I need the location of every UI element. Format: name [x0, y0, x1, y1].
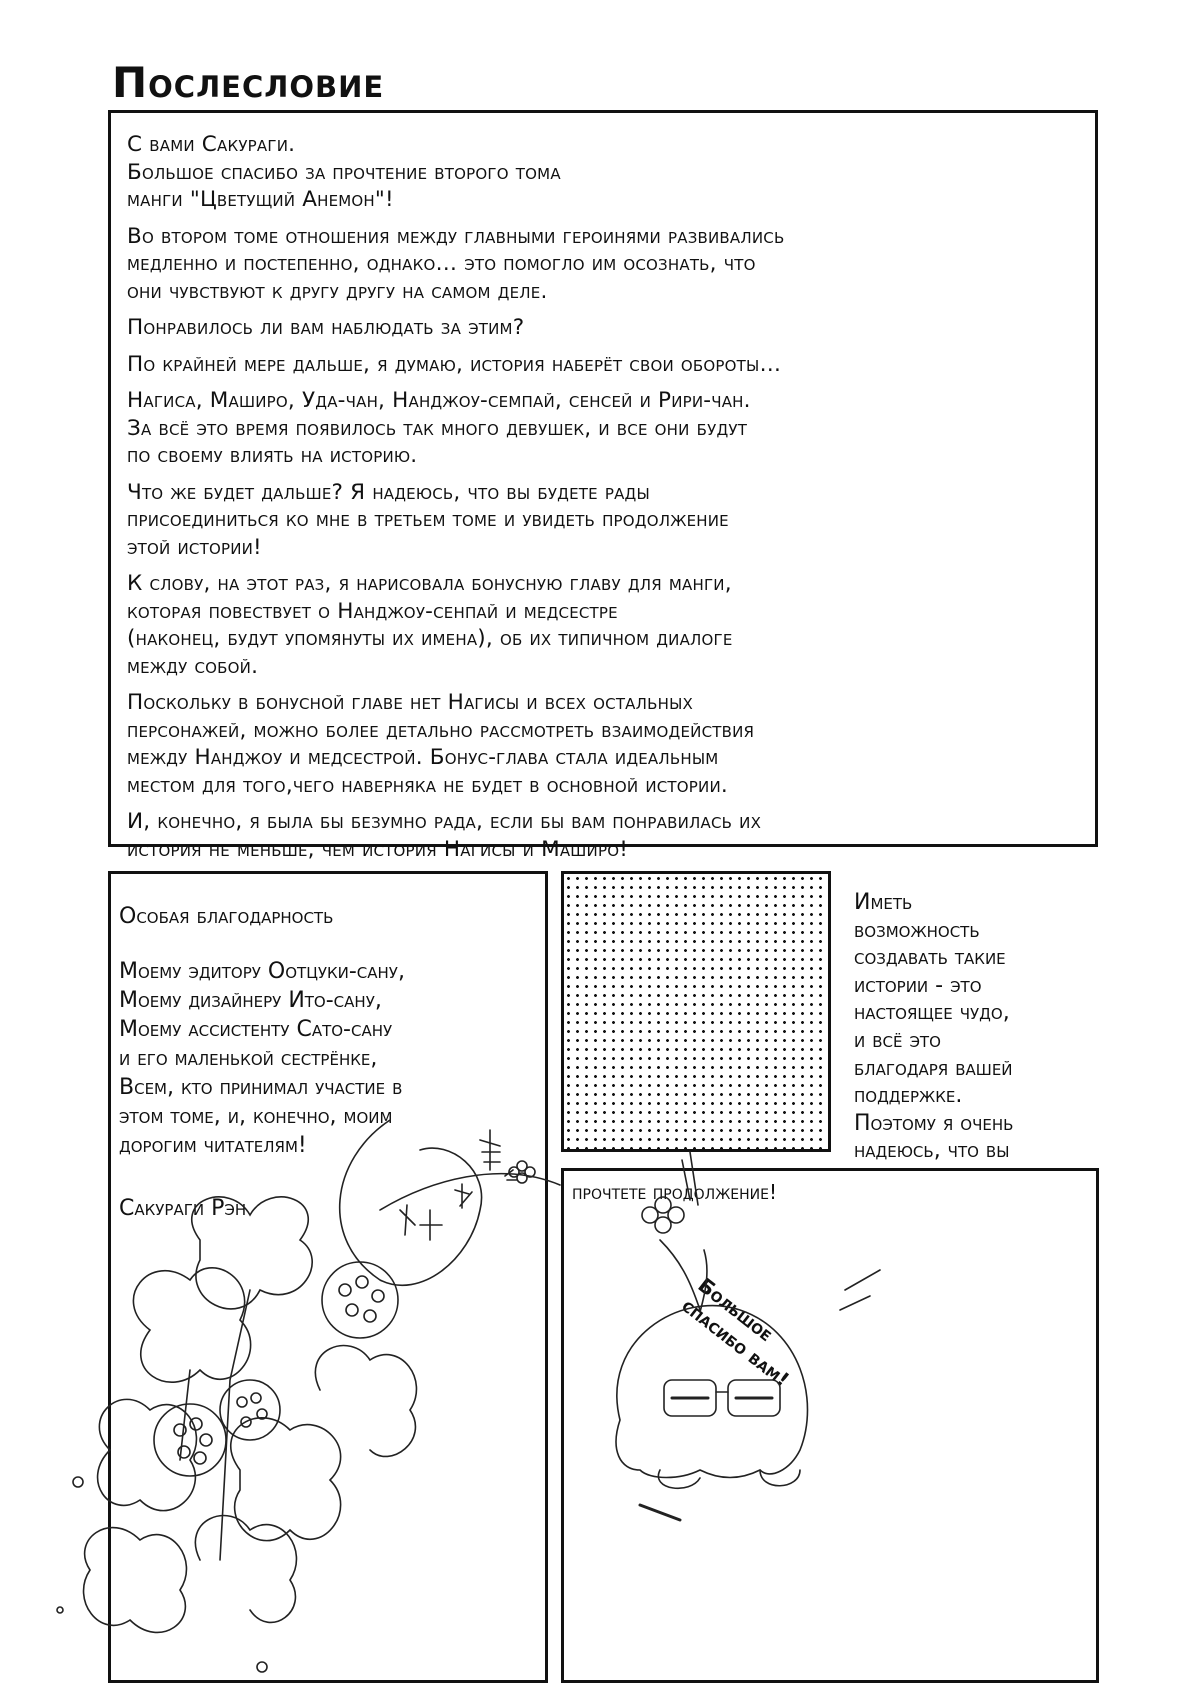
afterword-main-panel: [108, 110, 1098, 862]
paragraph: С вами Сакураги. Большое спасибо за прочтение второго тома манги "Цветущий Анемон"!: [127, 132, 561, 212]
thanks-list: Моему эдитору Оотцуки-сану, Моему дизайнеру Ито-сану, Моему ассистенту Сато-сану и его маленькой сестрёнке, Всем, кто принимал участие в этом томе, и, конечно, моим дорогим читателям!: [119, 959, 405, 1158]
paragraph: К слову, на этот раз, я нарисовала бонусную главу для манги, которая повествует о Нанджоу-сенпай и медсестре (наконец, будут упомянуты их имена), об их типичном диалоге между собой.: [127, 571, 733, 679]
page-title: Послесловие: [112, 58, 385, 107]
paragraph: Нагиса, Маширо, Уда-чан, Нанджоу-семпай, сенсей и Рири-чан. За всё это время появилось так много девушек, и все они будут по своему влиять на историю.: [127, 388, 751, 468]
paragraph: И, конечно, я была бы безумно рада, если бы вам понравилась их история не меньше, чем история Нагисы и Маширо!: [127, 809, 762, 862]
paragraph: По крайней мере дальше, я думаю, история наберёт свои обороты…: [127, 351, 782, 377]
paragraph: Понравилось ли вам наблюдать за этим?: [127, 315, 525, 340]
screentone-panel: [561, 871, 831, 1152]
special-thanks-panel: [108, 871, 548, 1683]
thanks-speech-text: Большое спасибо вам!: [677, 1272, 794, 1392]
note-text: Иметь возможность создавать такие истории - это настоящее чудо, и всё это благодаря вашей поддержке. Поэтому я очень надеюсь, что вы: [854, 890, 1014, 1164]
note-panel: [844, 871, 1099, 1164]
thanks-heading: Особая благодарность: [119, 904, 334, 929]
paragraph: Что же будет дальше? Я надеюсь, что вы будете рады присоединиться ко мне в третьем томе и увидеть продолжение этой истории!: [127, 479, 729, 560]
paragraph: Во втором томе отношения между главными героинями развивались медленно и постепенно, однако… это помогло им осознать, что они чувствуют к другу другу на самом деле.: [127, 223, 785, 304]
continuation-text: прочтете продолжение!: [572, 1180, 778, 1204]
author-signature: Сакураги Рэн: [119, 1196, 247, 1221]
chibi-panel: [561, 1168, 1099, 1683]
paragraph: Поскольку в бонусной главе нет Нагисы и всех остальных персонажей, можно более детально рассмотреть взаимодействия между Нанджоу и медсестрой. Бонус-глава стала идеальным местом для того,чего наверняка не будет в основной истории.: [127, 690, 755, 798]
